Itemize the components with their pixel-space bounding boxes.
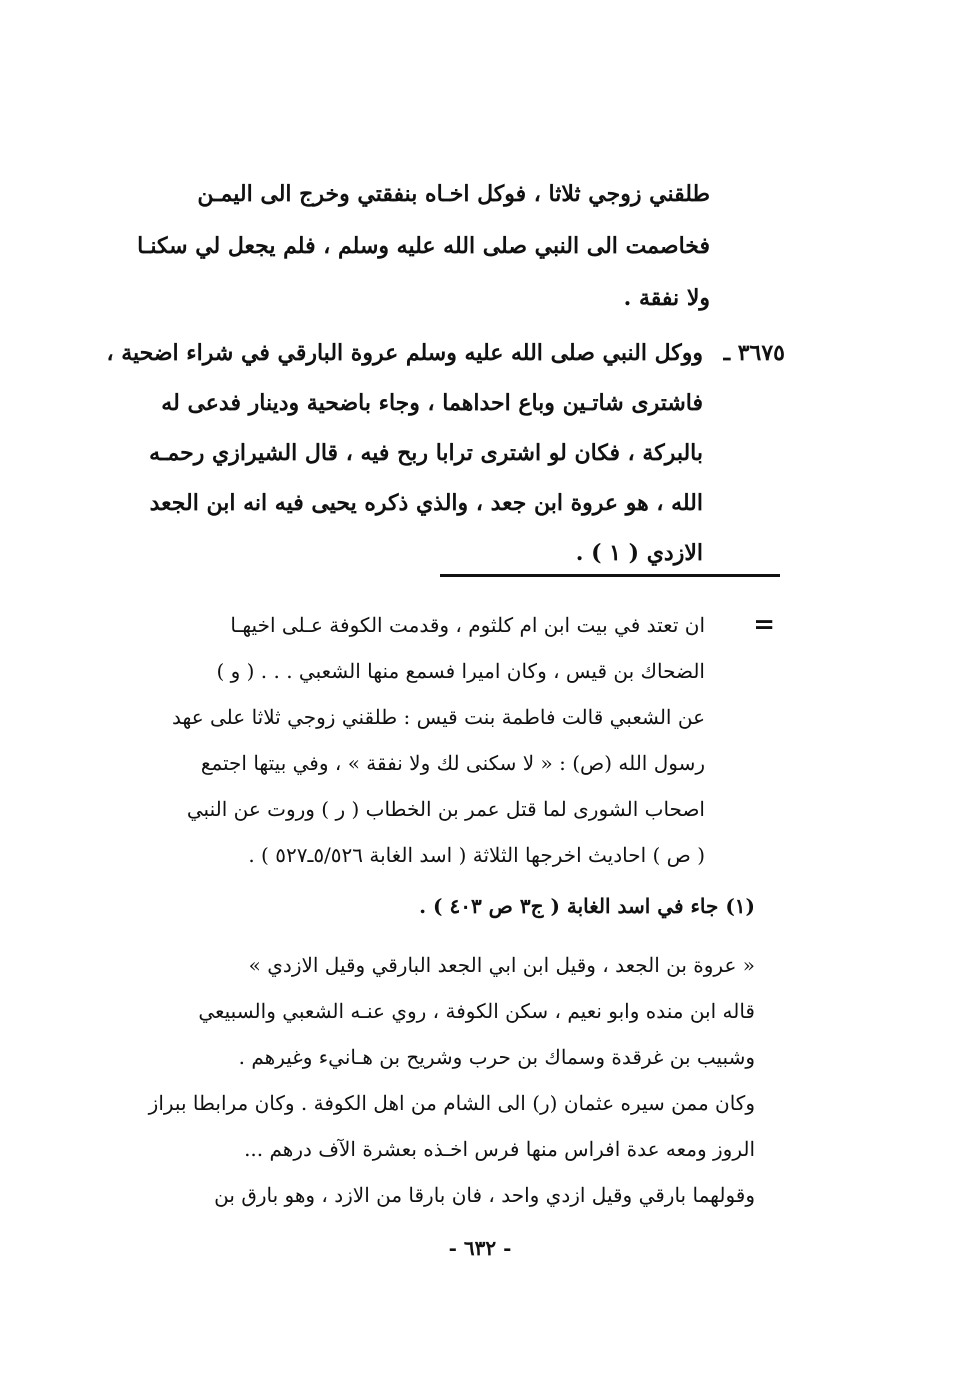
text-line: اصحاب الشورى لما قتل عمر بن الخطاب ( ر ) وروت عن النبي — [186, 797, 705, 821]
main-text-top — [137, 168, 710, 324]
text-line: وقولهما بارقي وقيل ازدي واحد ، فان بارقا من الازد ، وهو بارق بن — [214, 1183, 755, 1207]
hadith-entry — [106, 328, 785, 578]
footnote-1-heading — [175, 886, 755, 926]
entry-body — [106, 328, 703, 578]
footnote-continuation — [172, 602, 785, 878]
text-line: عن الشعبي قالت فاطمة بنت قيس : طلقني زوجي ثلاثا على عهد — [172, 705, 705, 729]
text-line: الله ، هو عروة ابن جعد ، والذي ذكره يحيى فيه انه ابن الجعد — [149, 490, 703, 516]
footnote-body — [172, 602, 705, 878]
text-line: ووكل النبي صلى الله عليه وسلم عروة البارقي في شراء اضحية ، — [106, 340, 703, 366]
text-line: (١) جاء في اسد الغابة ( ج٣ ص ٤٠٣ ) . — [419, 894, 755, 918]
text-line: الازدي ( ١ ) . — [575, 540, 703, 566]
text-line: بالبركة ، فكان لو اشترى ترابا ربح فيه ، قال الشيرازي رحمـه — [149, 440, 703, 466]
text-line: وكان ممن سيره عثمان (ر) الى الشام من اهل الكوفة . وكان مرابطا ببراز — [148, 1091, 755, 1115]
text-line: فخاصمت الى النبي صلى الله عليه وسلم ، فلم يجعل لي سكنـا — [137, 233, 710, 259]
text-line: وشبيب بن غرقدة وسماك بن حرب وشريح بن هـانيء وغيرهم . — [238, 1045, 755, 1069]
text-line: رسول الله (ص) : « لا سكنى لك ولا نفقة » ، وفي بيتها اجتمع — [200, 751, 705, 775]
text-line: فاشترى شاتـين وباع احداهما ، وجاء باضحية ودينار فدعى له — [161, 390, 703, 416]
text-line: ( ص ) احاديث اخرجها الثلاثة ( اسد الغابة ٥/٥٢٦ـ٥٢٧ ) . — [248, 843, 705, 867]
text-line: « عروة بن الجعد ، وقيل ابن ابي الجعد البارقي وقيل الازدي » — [248, 953, 755, 977]
text-line: قاله ابن منده وابو نعيم ، سكن الكوفة ، روي عنـه الشعبي والسبيعي — [198, 999, 755, 1023]
text-line: ولا نفقة . — [623, 285, 710, 311]
text-line: ان تعتد في بيت ابن ام كلثوم ، وقدمت الكوفة عـلى اخيهـا — [230, 613, 705, 637]
footnote-divider — [440, 574, 780, 577]
text-line: طلقني زوجي ثلاثا ، فوكل اخـاه بنفقتي وخرج الى اليمـن — [197, 181, 710, 207]
continuation-marker: = — [753, 610, 775, 640]
text-line: الروز ومعه عدة افراس منها فرس اخـذه بعشرة الآف درهم ... — [244, 1137, 755, 1161]
text-line: الضحاك بن قيس ، وكان اميرا فسمع منها الشعبي . . . ( و ) — [216, 659, 705, 683]
footnote-1-body — [148, 942, 755, 1218]
entry-number: ٣٦٧٥ ـ — [723, 340, 785, 366]
page-number: - ٦٣٢ - — [448, 1236, 512, 1260]
